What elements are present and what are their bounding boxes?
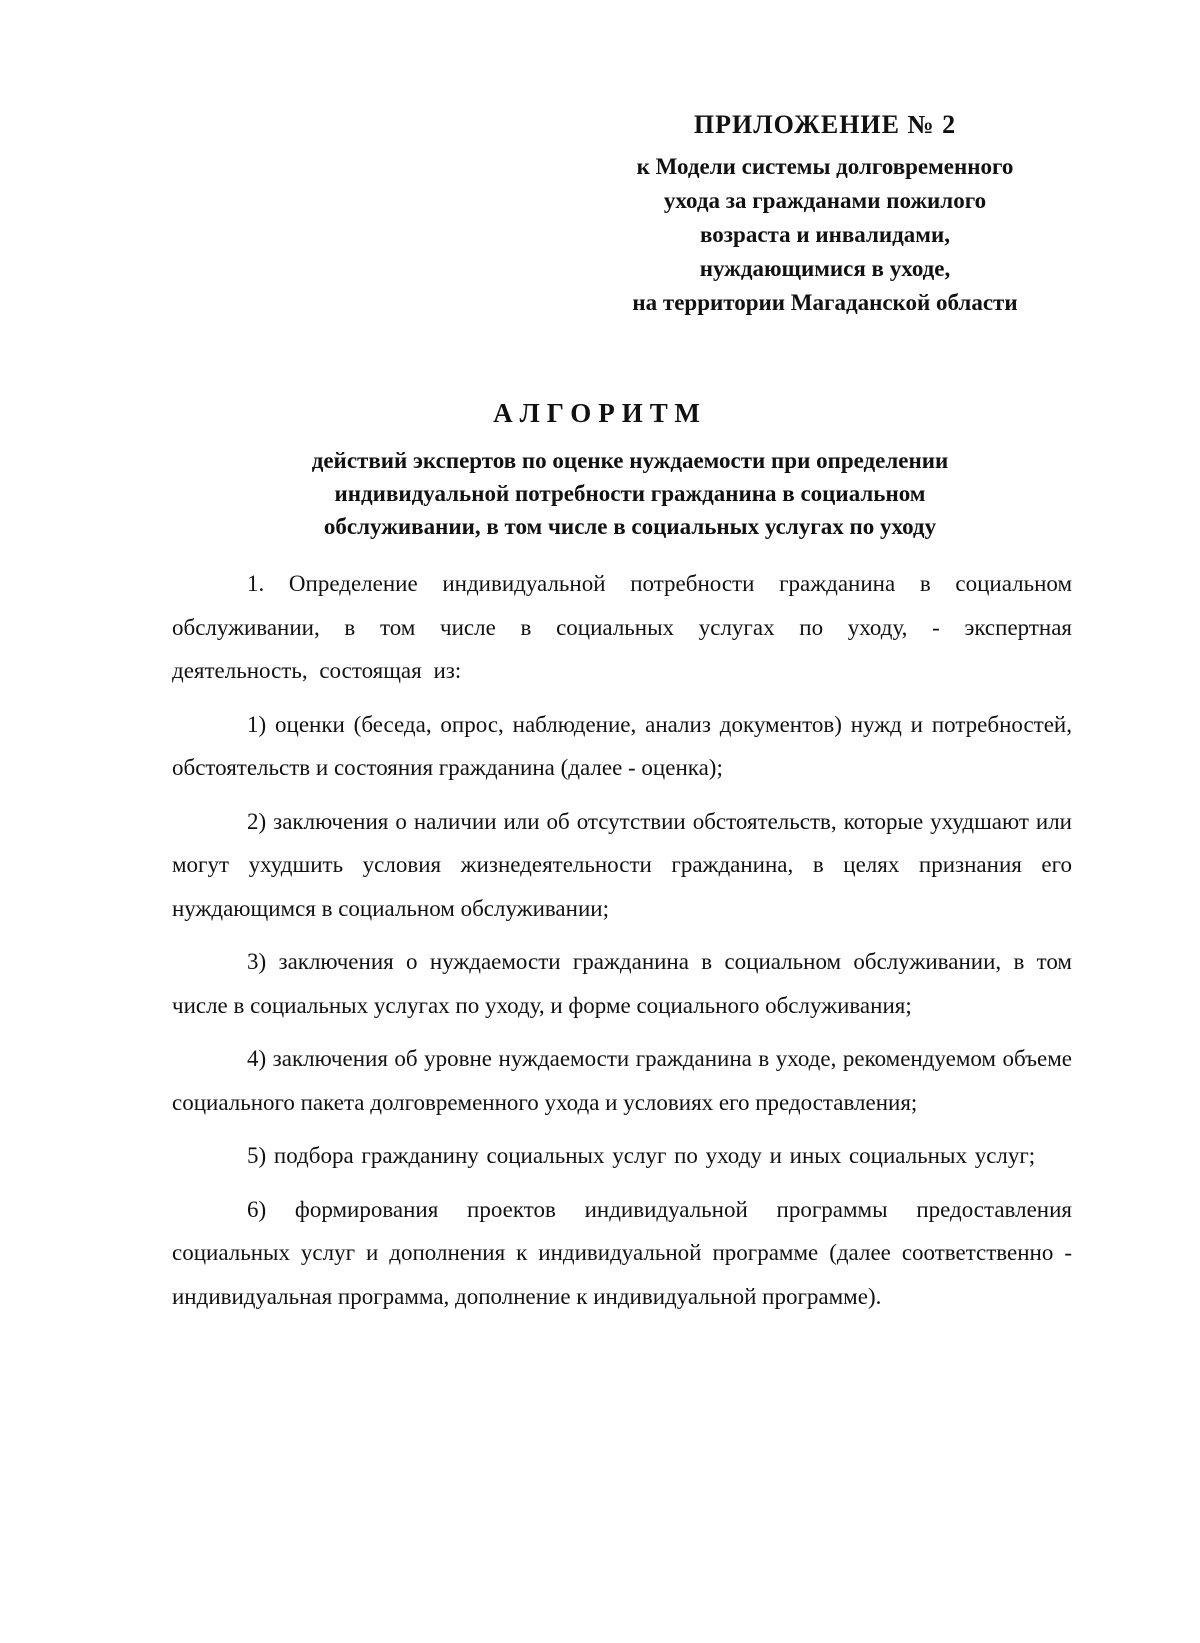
document-title: АЛГОРИТМ [493,398,707,428]
appendix-line: нуждающимися в уходе, [699,256,951,281]
paragraph: 5) подбора гражданину социальных услуг по уходу и иных социальных услуг; [247,1143,1036,1168]
paragraph: 3) заключения о нуждаемости гражданина в социальном обслуживании, в том числе в социальных услугах по уходу, и форме социального обслуживания; [172,949,1072,1018]
paragraph: 4) заключения об уровне нуждаемости гражданина в уходе, рекомендуемом объеме социального пакета долговременного ухода и условиях его предоставления; [172,1046,1072,1115]
subtitle-line: действий экспертов по оценке нуждаемости при определении [311,448,949,473]
appendix-title: ПРИЛОЖЕНИЕ № 2 [693,110,957,139]
appendix-line: к Модели системы долговременного [636,154,1014,179]
appendix-line: на территории Магаданской области [632,290,1018,315]
document-subtitle [220,444,1040,543]
appendix-line: возраста и инвалидами, [700,222,950,247]
paragraph: 1. Определение индивидуальной потребности гражданина в социальном обслуживании, в том числе в социальных услугах по уходу, - экспертная деятельность, состоящая из: [172,571,1072,683]
document-body [172,562,1072,1328]
appendix-header [590,110,1060,320]
subtitle-line: обслуживании, в том числе в социальных услугах по уходу [323,514,937,539]
paragraph: 2) заключения о наличии или об отсутствии обстоятельств, которые ухудшают или могут ухудшить условия жизнедеятельности гражданина, в целях признания его нуждающимся в социальном обслуживании; [172,808,1072,921]
appendix-line: ухода за гражданами пожилого [663,188,987,213]
paragraph: 6) формирования проектов индивидуальной программы предоставления социальных услуг и дополнения к индивидуальной программе (далее соответственно - индивидуальная программа, дополнение к индивидуальной программе). [172,1196,1072,1309]
paragraph: 1) оценки (беседа, опрос, наблюдение, анализ документов) нужд и потребностей, обстоятельств и состояния гражданина (далее - оценка); [172,711,1072,780]
subtitle-line: индивидуальной потребности гражданина в социальном [334,481,926,506]
